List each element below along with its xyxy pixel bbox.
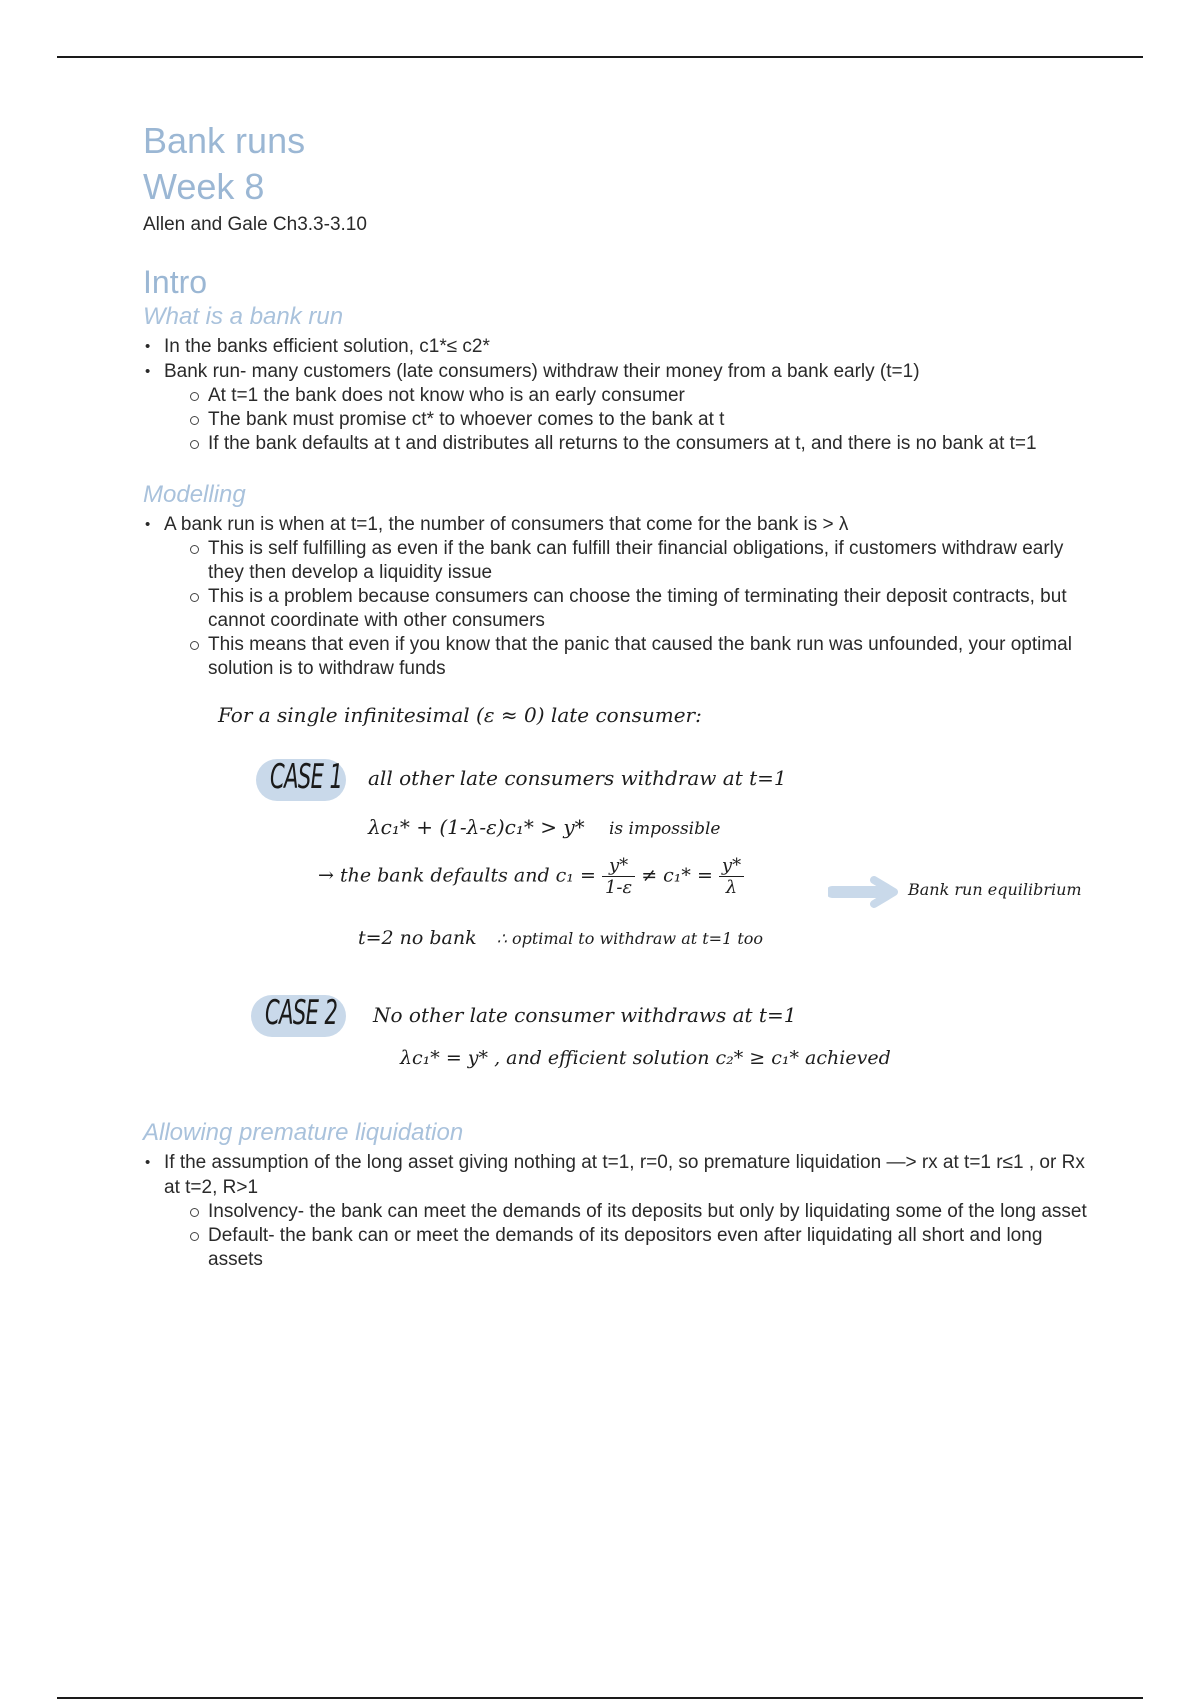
fraction-denominator: 1-ε <box>604 877 633 898</box>
case1-line2 <box>368 815 721 839</box>
case1-not-equal: ≠ c₁* = <box>641 864 713 887</box>
case1-inequality: λc₁* + (1-λ-ε)c₁* > y* <box>368 815 585 839</box>
arrow-right-icon <box>828 875 900 909</box>
case1-line1: all other late consumers withdraw at t=1 <box>368 766 787 790</box>
sub-list-item: If the bank defaults at t and distributes all returns to the consumers at t, and there is no bank at t=1 <box>143 432 1093 456</box>
bottom-rule <box>57 1697 1143 1699</box>
sub-list-item: Insolvency- the bank can meet the demands of its deposits but only by liquidating some of the long asset <box>143 1200 1093 1224</box>
case1-line3 <box>318 855 744 898</box>
document-body <box>143 118 1093 1272</box>
case1-impossible-note: is impossible <box>608 819 721 839</box>
top-rule <box>57 56 1143 58</box>
list-item <box>143 1150 1093 1272</box>
modelling-sub-list <box>143 537 1093 681</box>
case1-label: CASE 1 <box>270 757 343 797</box>
case1-no-bank: t=2 no bank <box>358 927 477 949</box>
case2-line2: λc₁* = y* , and efficient solution c₂* ≥ c₁* achieved <box>400 1047 891 1069</box>
list-item <box>143 512 1093 681</box>
subheading-modelling: Modelling <box>143 481 246 508</box>
section-heading-intro: Intro <box>143 264 208 300</box>
fraction-denominator: λ <box>725 877 738 898</box>
intro-sub-list <box>143 384 1093 456</box>
list-item: • In the banks efficient solution, c1*≤ c2* <box>143 334 1093 359</box>
page-title: Bank runs <box>143 120 306 161</box>
sub-list-item: This is self fulfilling as even if the bank can fulfill their financial obligations, if customers withdraw early they then develop a liquidity issue <box>143 537 1093 585</box>
fraction-numerator: y* <box>602 855 635 877</box>
case1-default-text: → the bank defaults and c₁ = <box>318 864 596 887</box>
modelling-bullet-list <box>143 512 1093 681</box>
list-item-text: If the assumption of the long asset giving nothing at t=1, r=0, so premature liquidation —> rx at t=1 r≤1 , or Rx at t=2, R>1 <box>164 1152 1085 1198</box>
fraction-numerator: y* <box>719 855 744 877</box>
sub-list-item: This is a problem because consumers can choose the timing of terminating their deposit contracts, but cannot coordinate with other consumers <box>143 585 1093 633</box>
bank-run-equilibrium-label: Bank run equilibrium <box>908 880 1082 899</box>
page-subtitle-week: Week 8 <box>143 166 265 207</box>
case1-line4 <box>358 927 763 949</box>
intro-bullet-list <box>143 334 1093 456</box>
subheading-what-is-bank-run: What is a bank run <box>143 303 344 330</box>
sub-list-item: This means that even if you know that the panic that caused the bank run was unfounded, your optimal solution is to withdraw funds <box>143 633 1093 681</box>
premature-bullet-list <box>143 1150 1093 1272</box>
fraction-y-over-lambda <box>719 855 744 898</box>
case1-optimal-note: ∴ optimal to withdraw at t=1 too <box>496 929 764 948</box>
fraction-y-over-1-minus-eps <box>602 855 635 898</box>
premature-sub-list <box>143 1200 1093 1272</box>
sub-list-item: Default- the bank can or meet the demands of its depositors even after liquidating all short and long assets <box>143 1224 1093 1272</box>
sub-list-item: The bank must promise ct* to whoever comes to the bank at t <box>143 408 1093 432</box>
handwritten-notes <box>143 695 1093 1110</box>
list-item-text: Bank run- many customers (late consumers) withdraw their money from a bank early (t=1) <box>164 361 920 382</box>
sub-list-item: At t=1 the bank does not know who is an early consumer <box>143 384 1093 408</box>
handwritten-intro: For a single infinitesimal (ε ≈ 0) late consumer: <box>218 703 702 727</box>
subheading-premature-liquidation: Allowing premature liquidation <box>143 1119 464 1146</box>
list-item-text: A bank run is when at t=1, the number of consumers that come for the bank is > λ <box>164 514 849 535</box>
reference-text: Allen and Gale Ch3.3-3.10 <box>143 214 367 235</box>
case2-label: CASE 2 <box>265 993 338 1033</box>
list-item <box>143 359 1093 456</box>
case2-line1: No other late consumer withdraws at t=1 <box>373 1003 797 1027</box>
